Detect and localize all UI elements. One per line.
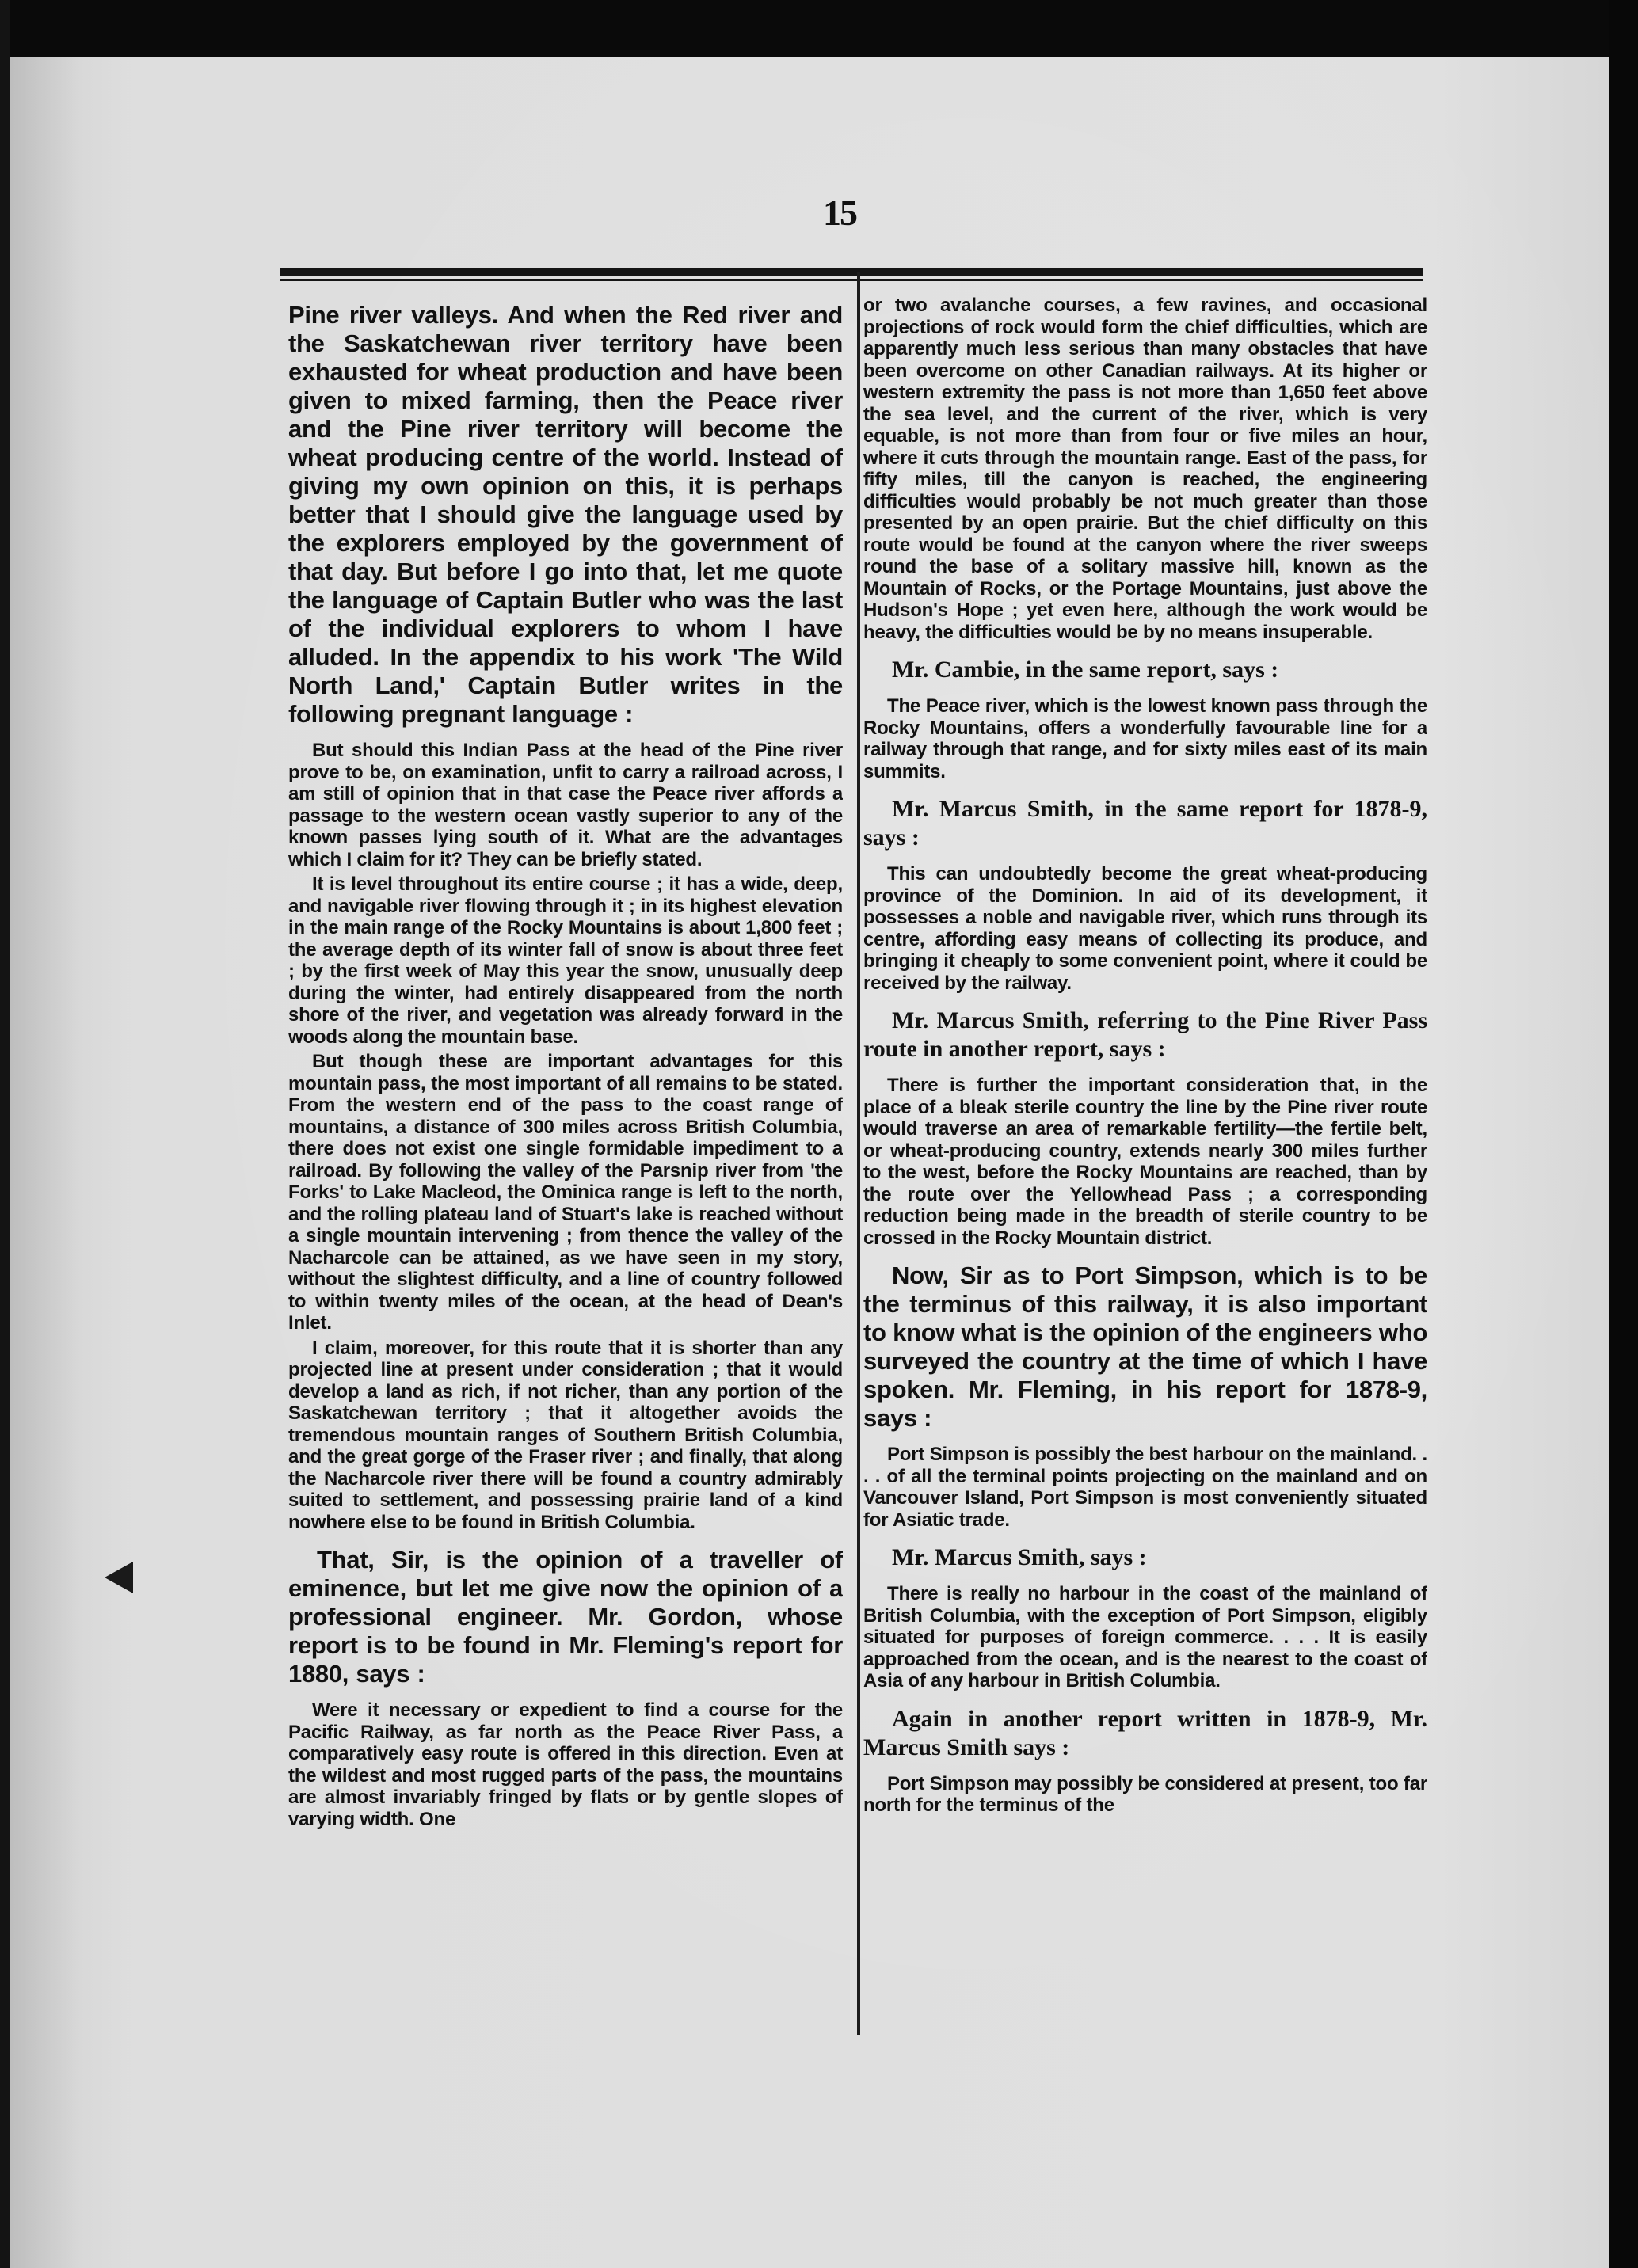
quoted-paragraph: There is further the important consideration that, in the place of a bleak sterile country the line by the Pine river route would traverse an area of remarkable fertility—the fertile belt, or wheat-producing country, extends nearly 300 miles further to the west, before the Rocky Mountains are reached, than by the route over the Yellowhead Pass ; a corresponding reduction being made in the breadth of sterile country to be crossed in the Rocky Mountain district. — [863, 1075, 1427, 1249]
quoted-paragraph: or two avalanche courses, a few ravines, and occasional projections of rock would form the chief difficulties, which are apparently much less serious than many obstacles that have been overcome on other Canadian railways. At its higher or western extremity the pass is not more than 1,650 feet above the sea level, and the current of the river, which is very equable, is not more than from four or five miles an hour, where it cuts through the mountain range. East of the pass, for fifty miles, till the canyon is reached, the engineering difficulties would probably be not much greater than those presented by an open prairie. But the chief difficulty on this route would be found at the canyon where the river sweeps round the base of a solitary massive hill, known as the Mountain of Rocks, or the Portage Mountains, just above the Hudson's Hope ; yet even here, although the work would be heavy, the difficulties would be by no means insuperable. — [863, 295, 1427, 643]
quoted-paragraph: I claim, moreover, for this route that it is shorter than any projected line at present under consideration ; that it would develop a land as rich, if not richer, than any portion of the Saskatchewan territory ; that it altogether avoids the tremendous mountain ranges of Southern British Columbia, and the great gorge of the Fraser river ; and finally, that along the Nacharcole river there will be found a country admirably suited to settlement, and possessing prairie land of a kind nowhere else to be found in British Columbia. — [288, 1337, 843, 1533]
left-column — [288, 301, 843, 2043]
quoted-paragraph: But should this Indian Pass at the head of the Pine river prove to be, on examination, unfit to carry a railroad across, I am still of opinion that in that case the Peace river affords a passage to the western ocean vastly superior to any of the known passes lying south of it. What are the advantages which I claim for it? They can be briefly stated. — [288, 740, 843, 870]
section-heading: Mr. Marcus Smith, referring to the Pine River Pass route in another report, says : — [863, 1007, 1427, 1062]
scan-border-right — [1609, 0, 1638, 2268]
section-heading: Mr. Cambie, in the same report, says : — [892, 656, 1279, 683]
section-heading: Again in another report written in 1878-9, Mr. Marcus Smith says : — [863, 1705, 1427, 1760]
right-column — [863, 295, 1427, 2037]
quoted-paragraph: Were it necessary or expedient to find a course for the Pacific Railway, as far north as the Peace River Pass, a comparatively easy route is offered in this direction. Even at the wildest and most rugged parts of the pass, the mountains are almost invariably fringed by flats or by gentle slopes of varying width. One — [288, 1699, 843, 1830]
quoted-paragraph: It is level throughout its entire course ; it has a wide, deep, and navigable river flowing through it ; in its highest elevation in the main range of the Rocky Mountains is about 1,800 feet ; the average depth of its winter fall of snow is about three feet ; by the first week of May this year the snow, unusually deep during the winter, had entirely disappeared from the north shore of the river, and vegetation was already forward in the woods along the mountain base. — [288, 873, 843, 1048]
quoted-paragraph: This can undoubtedly become the great wheat-producing province of the Dominion. In aid of its development, it possesses a noble and navigable river, which runs through its centre, affording easy means of collecting its produce, and bringing it cheaply to some convenient point, where it could be received by the railway. — [863, 863, 1427, 994]
body-paragraph: Pine river valleys. And when the Red river and the Saskatchewan river territory have been exhausted for wheat production and have been given to mixed farming, then the Peace river and the Pine river territory will become the wheat producing centre of the world. Instead of giving my own opinion on this, it is perhaps better that I should give the language used by the explorers employed by the government of that day. But before I go into that, let me quote the language of Captain Butler who was the last of the individual explorers to whom I have alluded. In the appendix to his work 'The Wild North Land,' Captain Butler writes in the following pregnant language : — [288, 301, 843, 728]
column-divider — [857, 272, 860, 2035]
quoted-paragraph: Port Simpson is possibly the best harbour on the mainland. . . . of all the terminal points projecting on the mainland and on Vancouver Island, Port Simpson is most conveniently situated for Asiatic trade. — [863, 1444, 1427, 1531]
section-heading: Mr. Marcus Smith, in the same report for 1878-9, says : — [863, 796, 1427, 850]
quoted-paragraph: But though these are important advantages for this mountain pass, the most important of all remains to be stated. From the western end of the pass to the coast range of mountains, a distance of 300 miles across British Columbia, there does not exist one single formidable impediment to a railroad. By following the valley of the Parsnip river from 'the Forks' to Lake Macleod, the Ominica range is left to the north, and the rolling plateau land of Stuart's lake is reached without a single mountain intervening ; from thence the valley of the Nacharcole can be attained, as we have seen in my story, without the slightest difficulty, and a line of country followed to within twenty miles of the ocean, at the head of Dean's Inlet. — [288, 1051, 843, 1334]
header-rule — [280, 268, 1423, 276]
quoted-paragraph: Port Simpson may possibly be considered at present, too far north for the terminus of the — [863, 1772, 1427, 1816]
page-tab-marker-icon — [105, 1562, 133, 1593]
quoted-paragraph: There is really no harbour in the coast of the mainland of British Columbia, with the exception of Port Simpson, eligibly situated for purposes of foreign commerce. . . . It is easily approached from the ocean, and is the nearest to the coast of Asia of any harbour in British Columbia. — [863, 1583, 1427, 1691]
quoted-paragraph: The Peace river, which is the lowest known pass through the Rocky Mountains, offers a wonderfully favourable line for a railway through that range, and for sixty miles east of its main summits. — [863, 695, 1427, 782]
binding-shadow — [10, 57, 136, 2268]
body-paragraph: That, Sir, is the opinion of a traveller of eminence, but let me give now the opinion of a professional engineer. Mr. Gordon, whose report is to be found in Mr. Fleming's report for 1880, says : — [288, 1546, 843, 1688]
page-number: 15 — [823, 192, 856, 233]
scan-border-left — [0, 0, 10, 2268]
scan-border-top — [0, 0, 1638, 57]
body-paragraph: Now, Sir as to Port Simpson, which is to be the terminus of this railway, it is also important to know what is the opinion of the engineers who surveyed the country at the time of which I have spoken. Mr. Fleming, in his report for 1878-9, says : — [863, 1261, 1427, 1432]
section-heading: Mr. Marcus Smith, says : — [892, 1544, 1147, 1570]
